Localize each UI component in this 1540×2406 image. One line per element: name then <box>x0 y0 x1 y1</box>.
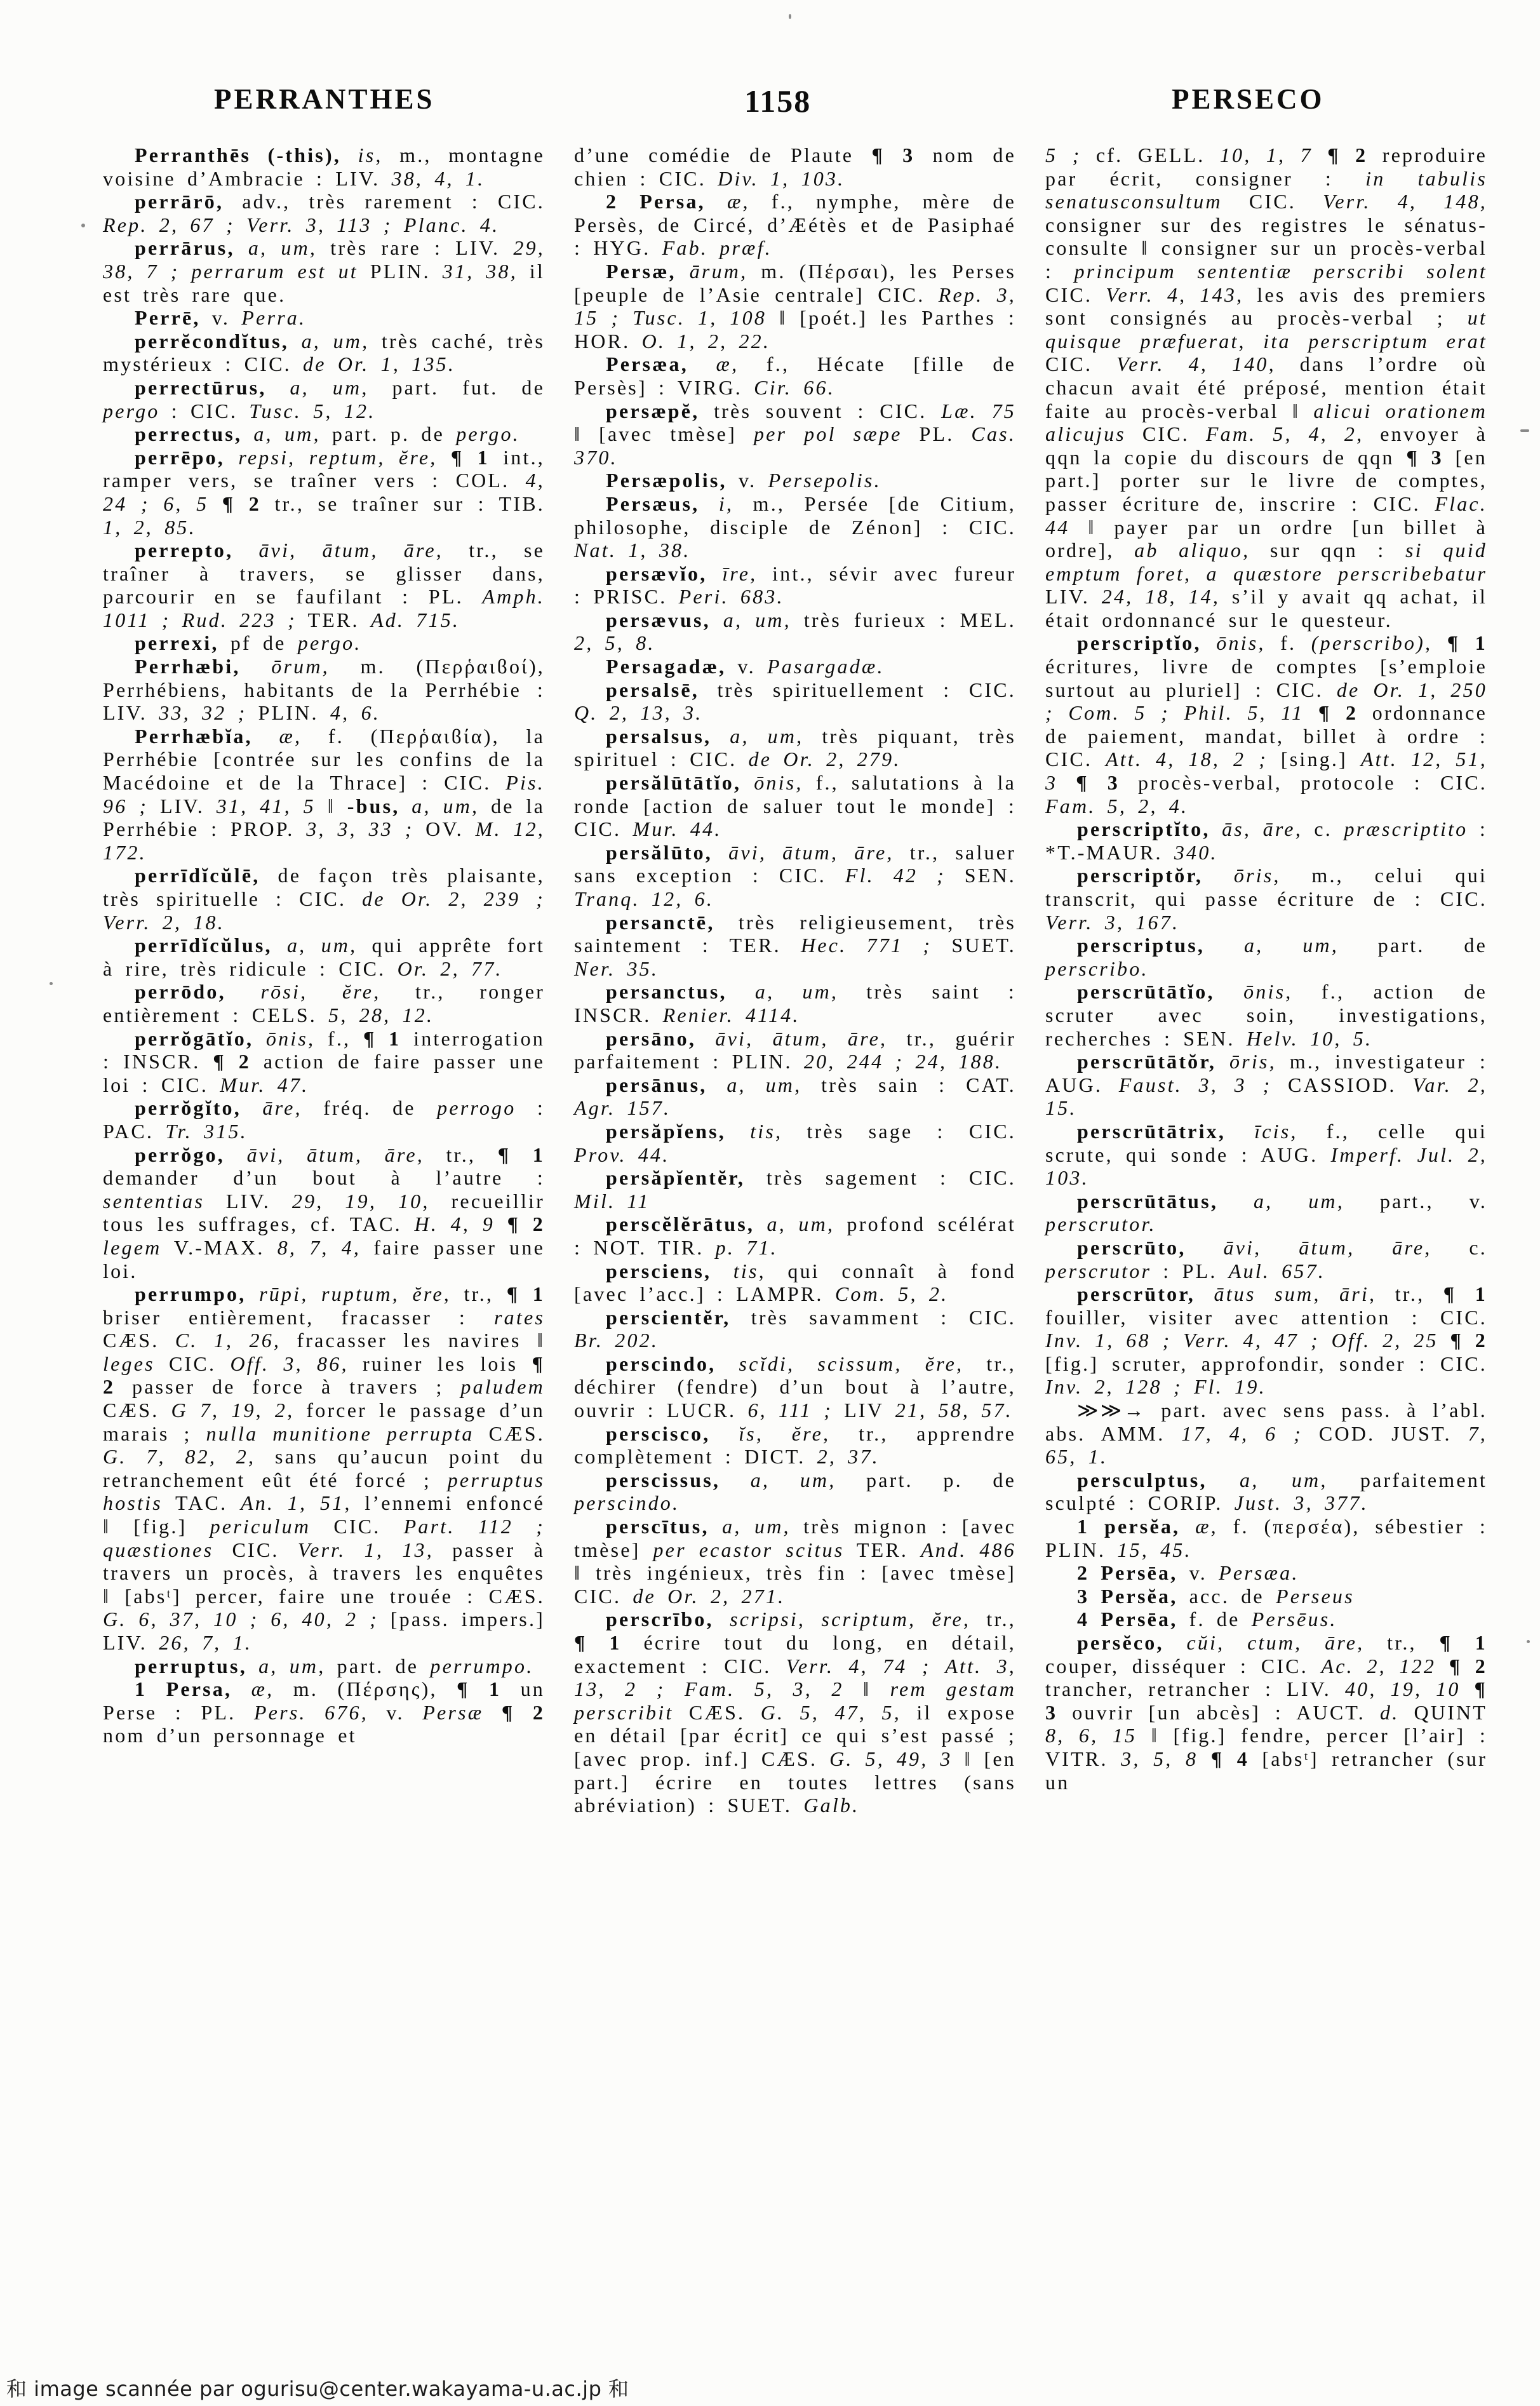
dictionary-entry: Perranthēs (-this), is, m., montagne voisine d’Ambracie : LIV. 38, 4, 1. <box>103 144 545 190</box>
entry-continuation: 5 ; cf. GELL. 10, 1, 7 ¶ 2 reproduire par écrit, consigner : in tabulis senatusconsultum CIC. Verr. 4, 148, consigner sur des registres le sénatus-consulte ‖ consigner sur un procès-verbal : principum sententiæ perscribi solent CIC. Verr. 4, 143, les avis des premiers sont consignés au procès-verbal ; ut quisque præfuerat, ita perscriptum erat CIC. Verr. 4, 140, dans l’ordre où chacun avait été préposé, mention était faite au procès-verbal ‖ alicui orationem alicujus CIC. Fam. 5, 4, 2, envoyer à qqn la copie du discours de qqn ¶ 3 [en part.] porter sur le livre de comptes, passer écriture de, inscrire : CIC. Flac. 44 ‖ payer par un ordre [un billet à ordre], ab aliquo, sur qqn : si quid emptum foret, a quæstore perscribebatur LIV. 24, 18, 14, s’il y avait qq achat, il était ordonnancé sur le questeur. <box>1045 144 1488 631</box>
postscript-note: ≫≫→ part. avec sens pass. à l’abl. abs. AMM. 17, 4, 6 ; COD. JUST. 7, 65, 1. <box>1045 1399 1488 1468</box>
dictionary-entry: Persæpolis, v. Persepolis. <box>606 469 881 492</box>
dictionary-entry: perscriptŏr, ōris, m., celui qui transcrit, qui passe écriture de : CIC. Verr. 3, 167. <box>1045 864 1487 934</box>
guideword-left: PERRANTHES <box>214 83 435 115</box>
dictionary-entry: perscriptus, a, um, part. de perscribo. <box>1045 934 1488 980</box>
dictionary-entry: Persæa, æ, f., Hécate [fille de Persès] : VIRG. Cir. 66. <box>574 353 1017 399</box>
dictionary-entry: perscrūtātŏr, ōris, m., investigateur : AUG. Faust. 3, 3 ; CASSIOD. Var. 2, 15. <box>1045 1050 1488 1120</box>
dictionary-entry: 3 Persĕa, acc. de Perseus <box>1077 1584 1355 1608</box>
dictionary-entry: perrŏgĭto, āre, fréq. de perrogo : PAC. Tr. 315. <box>103 1096 546 1143</box>
dictionary-entry: persciens, tis, qui connaît à fond [avec l’acc.] : LAMPR. Com. 5, 2. <box>574 1259 1016 1306</box>
dictionary-entry: 1 Persa, æ, m. (Πέρσης), ¶ 1 un Perse : PL. Pers. 676, v. Persæ ¶ 2 nom d’un personnage et <box>103 1677 546 1747</box>
dictionary-entry: perrŏgātĭo, ōnis, f., ¶ 1 interrogation : INSCR. ¶ 2 action de faire passer une loi : CIC. Mur. 47. <box>103 1026 545 1096</box>
dictionary-entry: persānus, a, um, très sain : CAT. Agr. 157. <box>574 1073 1016 1120</box>
dictionary-entry: perscindo, scĭdi, scissum, ĕre, tr., déchirer (fendre) d’un bout à l’autre, ouvrir : LUCR. 6, 111 ; LIV 21, 58, 57. <box>574 1352 1016 1422</box>
dictionary-entry: perscriptĭo, ōnis, f. (perscribo), ¶ 1 écritures, livre de comptes [s’emploie surtout au pluriel] : CIC. de Or. 1, 250 ; Com. 5 ; Phil. 5, 11 ¶ 2 ordonnance de paiement, mandat, billet à ordre : CIC. Att. 4, 18, 2 ; [sing.] Att. 12, 51, 3 ¶ 3 procès-verbal, protocole : CIC. Fam. 5, 2, 4. <box>1045 631 1487 817</box>
dictionary-entry: persalsē, très spirituellement : CIC. Q. 2, 13, 3. <box>574 678 1016 725</box>
dictionary-entry: 1 persĕa, æ, f. (περσέα), sébestier : PLIN. 15, 45. <box>1045 1515 1488 1561</box>
dictionary-entry: persævus, a, um, très furieux : MEL. 2, 5, 8. <box>574 608 1016 655</box>
dictionary-entry: perrīdĭcŭlus, a, um, qui apprête fort à rire, très ridicule : CIC. Or. 2, 77. <box>103 934 545 980</box>
dictionary-entry: perscītus, a, um, très mignon : [avec tmèse] per ecastor scitus TER. And. 486 ‖ très ingénieux, très fin : [avec tmèse] CIC. de Or. 2, 271. <box>574 1515 1016 1608</box>
dictionary-entry: perrōdo, rōsi, ĕre, tr., ronger entièrement : CELS. 5, 28, 12. <box>103 980 545 1026</box>
dictionary-entry: Perrhæbĭa, æ, f. (Περῥαιϐία), la Perrhébie [contrée sur les confins de la Macédoine et de la Thrace] : CIC. Pis. 96 ; LIV. 31, 41, 5 ‖ -bus, a, um, de la Perrhébie : PROP. 3, 3, 33 ; OV. M. 12, 172. <box>103 724 546 864</box>
dictionary-entry: Persæus, i, m., Persée [de Citium, philosophe, disciple de Zénon] : CIC. Nat. 1, 38. <box>574 492 1016 562</box>
dictionary-entry: persævĭo, īre, int., sévir avec fureur : PRISC. Peri. 683. <box>574 561 1016 608</box>
column-middle <box>574 144 1016 1817</box>
column-left <box>103 144 545 1817</box>
dictionary-entry: persanctē, très religieusement, très saintement : TER. Hec. 771 ; SUET. Ner. 35. <box>574 910 1016 980</box>
dictionary-entry: perscrūtātus, a, um, part., v. perscrutor. <box>1045 1189 1488 1236</box>
dictionary-entry: perrēpo, repsi, reptum, ĕre, ¶ 1 int., ramper vers, se traîner vers : COL. 4, 24 ; 6, 5 ¶ 2 tr., se traîner sur : TIB. 1, 2, 85. <box>103 445 545 539</box>
dictionary-entry: perrumpo, rūpi, ruptum, ĕre, tr., ¶ 1 briser entièrement, fracasser : rates CÆS. C. 1, 26, fracasser les navires ‖ leges CIC. Off. 3, 86, ruiner les lois ¶ 2 passer de force à travers ; paludem CÆS. G 7, 19, 2, forcer le passage d’un marais ; nulla munitione perrupta CÆS. G. 7, 82, 2, sans qu’aucun point du retranchement eût été forcé ; perruptus hostis TAC. An. 1, 51, l’ennemi enfoncé ‖ [fig.] periculum CIC. Part. 112 ; quæstiones CIC. Verr. 1, 13, passer à travers un procès, à travers les enquêtes ‖ [absᵗ] percer, faire une trouée : CÆS. G. 6, 37, 10 ; 6, 40, 2 ; [pass. impers.] LIV. 26, 7, 1. <box>103 1282 546 1654</box>
dictionary-entry: Persæ, ārum, m. (Πέρσαι), les Perses [peuple de l’Asie centrale] CIC. Rep. 3, 15 ; Tusc. 1, 108 ‖ [poét.] les Parthes : HOR. O. 1, 2, 22. <box>574 259 1016 353</box>
dictionary-entry: perscĕlĕrātus, a, um, profond scélérat : NOT. TIR. p. 71. <box>574 1213 1017 1259</box>
dictionary-entry: persalsus, a, um, très piquant, très spirituel : CIC. de Or. 2, 279. <box>574 724 1016 771</box>
dictionary-entry: perrŏgo, āvi, ātum, āre, tr., ¶ 1 demander d’un bout à l’autre : sententias LIV. 29, 19, 10, recueillir tous les suffrages, cf. TAC. H. 4, 9 ¶ 2 legem V.-MAX. 8, 7, 4, faire passer une loi. <box>103 1143 546 1282</box>
dictionary-entry: persălūto, āvi, ātum, āre, tr., saluer sans exception : CIC. Fl. 42 ; SEN. Tranq. 12, 6. <box>574 840 1017 910</box>
dictionary-entry: perrārus, a, um, très rare : LIV. 29, 38, 7 ; perrarum est ut PLIN. 31, 38, il est très rare que. <box>103 236 546 306</box>
dictionary-entry: perrārō, adv., très rarement : CIC. Rep. 2, 67 ; Verr. 3, 113 ; Planc. 4. <box>103 190 545 236</box>
dictionary-entry: Perrē, v. Perra. <box>135 306 307 330</box>
dictionary-entry: perscrībo, scripsi, scriptum, ĕre, tr., ¶ 1 écrire tout du long, en détail, exactement : CIC. Verr. 4, 74 ; Att. 3, 13, 2 ; Fam. 5, 3, 2 ‖ rem gestam perscribit CÆS. G. 5, 47, 5, il expose en détail [par écrit] ce qui s’est passé ; [avec prop. inf.] CÆS. G. 5, 49, 3 ‖ [en part.] écrire en toutes lettres (sans abréviation) : SUET. Galb. <box>574 1608 1017 1817</box>
dictionary-entry: persăpĭens, tis, très sage : CIC. Prov. 44. <box>574 1119 1016 1166</box>
dictionary-entry: perrepto, āvi, ātum, āre, tr., se traîner à travers, se glisser dans, parcourir en se faufilant : PL. Amph. 1011 ; Rud. 223 ; TER. Ad. 715. <box>103 539 546 631</box>
guideword-right: PERSECO <box>1172 83 1325 115</box>
dictionary-entry: perscrūtātrix, īcis, f., celle qui scrute, qui sonde : AUG. Imperf. Jul. 2, 103. <box>1045 1119 1488 1190</box>
dictionary-entry: 4 Persēa, f. de Persēus. <box>1077 1608 1337 1631</box>
dictionary-entry: persanctus, a, um, très saint : INSCR. Renier. 4114. <box>574 980 1017 1026</box>
dictionary-entry: perscisco, ĭs, ĕre, tr., apprendre complètement : DICT. 2, 37. <box>574 1421 1016 1468</box>
page-number: 1158 <box>744 83 812 119</box>
scan-credit-line: 和 image scannée par ogurisu@center.wakayama-u.ac.jp 和 <box>6 2377 629 2401</box>
dictionary-entry: persāno, āvi, ātum, āre, tr., guérir parfaitement : PLIN. 20, 244 ; 24, 188. <box>574 1026 1017 1073</box>
dictionary-entry: perrexi, pf de pergo. <box>135 631 362 655</box>
dictionary-columns <box>103 144 1487 1817</box>
dictionary-entry: perscrūtor, ātus sum, āri, tr., ¶ 1 fouiller, visiter avec attention : CIC. Inv. 1, 68 ; Verr. 4, 47 ; Off. 2, 25 ¶ 2 [fig.] scruter, approfondir, sonder : CIC. Inv. 2, 128 ; Fl. 19. <box>1045 1282 1488 1399</box>
dictionary-entry: 2 Persa, æ, f., nymphe, mère de Persès, de Circé, d’Æétès et de Pasiphaé : HYG. Fab. præf. <box>574 190 1017 260</box>
dictionary-entry: perscrūto, āvi, ātum, āre, c. perscrutor : PL. Aul. 657. <box>1045 1235 1487 1282</box>
dictionary-entry: Persagadæ, v. Pasargadæ. <box>606 655 885 678</box>
dictionary-entry: perscriptĭto, ās, āre, c. præscriptito : *T.-MAUR. 340. <box>1045 817 1487 864</box>
dictionary-entry: Perrhæbi, ōrum, m. (Περῥαιϐοί), Perrhébiens, habitants de la Perrhébie : LIV. 33, 32 ; PLIN. 4, 6. <box>103 655 546 725</box>
dictionary-entry: persæpĕ, très souvent : CIC. Læ. 75 ‖ [avec tmèse] per pol sæpe PL. Cas. 370. <box>574 399 1017 469</box>
dictionary-entry: perscrūtātĭo, ōnis, f., action de scruter avec soin, investigations, recherches : SEN. Helv. 10, 5. <box>1045 980 1487 1050</box>
dictionary-entry: perrīdĭcŭlē, de façon très plaisante, très spirituelle : CIC. de Or. 2, 239 ; Verr. 2, 18. <box>103 864 545 934</box>
entry-continuation: d’une comédie de Plaute ¶ 3 nom de chien : CIC. Div. 1, 103. <box>574 144 1016 190</box>
dictionary-entry: persĕco, cŭi, ctum, āre, tr., ¶ 1 couper, disséquer : CIC. Ac. 2, 122 ¶ 2 trancher, retrancher : LIV. 40, 19, 10 ¶ 3 ouvrir [un abcès] : AUCT. d. QUINT 8, 6, 15 ‖ [fig.] fendre, percer [l’air] : VITR. 3, 5, 8 ¶ 4 [absᵗ] retrancher (sur un <box>1045 1631 1488 1794</box>
dictionary-entry: 2 Persēa, v. Persæa. <box>1077 1561 1299 1585</box>
dictionary-entry: perruptus, a, um, part. de perrumpo. <box>135 1654 534 1677</box>
column-right <box>1045 144 1487 1817</box>
dictionary-entry: perrectūrus, a, um, part. fut. de pergo : CIC. Tusc. 5, 12. <box>103 375 546 422</box>
dictionary-entry: perrĕcondĭtus, a, um, très caché, très mystérieux : CIC. de Or. 1, 135. <box>103 329 546 376</box>
dictionary-entry: persculptus, a, um, parfaitement sculpté : CORIP. Just. 3, 377. <box>1045 1468 1488 1515</box>
dictionary-entry: persăpĭentĕr, très sagement : CIC. Mil. 11 <box>574 1166 1016 1213</box>
dictionary-entry: perscientĕr, très savamment : CIC. Br. 202. <box>574 1305 1016 1352</box>
dictionary-entry: persălūtātĭo, ōnis, f., salutations à la ronde [action de saluer tout le monde] : CIC. Mur. 44. <box>574 771 1017 841</box>
dictionary-entry: perscissus, a, um, part. p. de perscindo. <box>574 1468 1016 1515</box>
dictionary-entry: perrectus, a, um, part. p. de pergo. <box>135 422 520 446</box>
